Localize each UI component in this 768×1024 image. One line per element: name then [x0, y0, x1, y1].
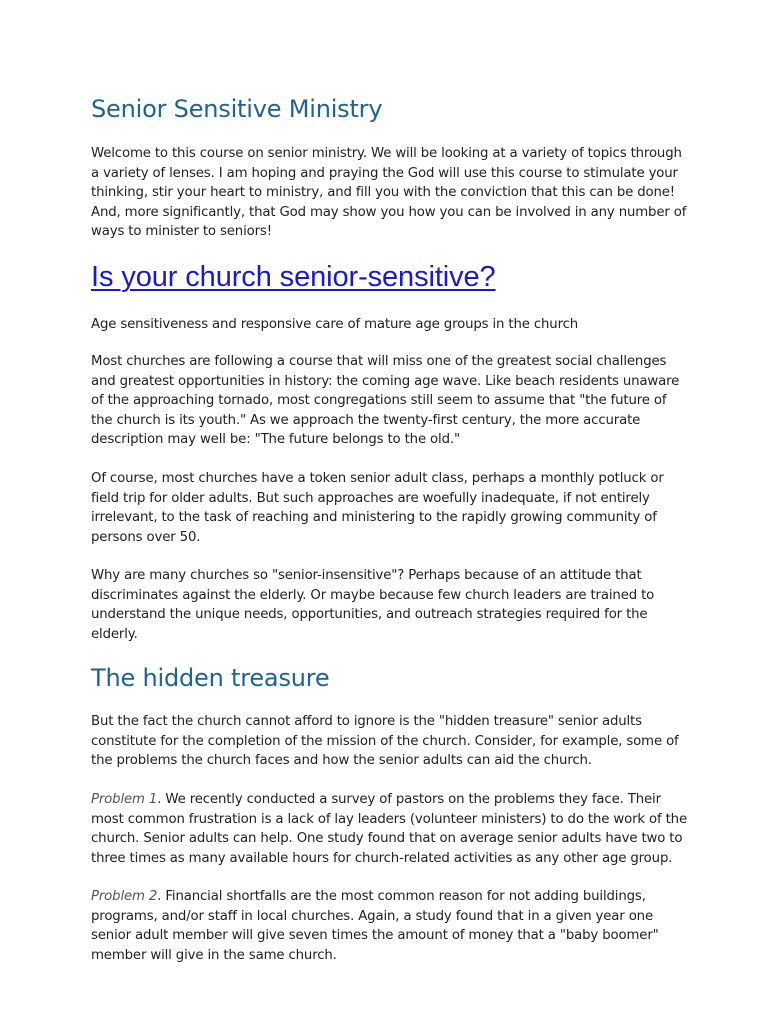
intro-paragraph: Welcome to this course on senior ministry. We will be looking at a variety of topics through a variety of lenses. I am hoping and praying the God will use this course to stimulate your thinking, stir your heart to ministry, and fill you with the conviction that this can be done! And, more significantly, that God may show you how you can be involved in any number of ways to minister to seniors!	[91, 146, 687, 239]
section-heading-link[interactable]: Is your church senior-sensitive?	[91, 261, 496, 293]
section-subtitle: Age sensitiveness and responsive care of mature age groups in the church	[91, 317, 579, 332]
problem-2-label: Problem 2	[91, 889, 158, 904]
paragraph-problem-1	[91, 790, 691, 868]
paragraph-token-class: Of course, most churches have a token senior adult class, perhaps a monthly potluck or field trip for older adults. But such approaches are woefully inadequate, if not entirely irrelevant, to the task of reaching and ministering to the rapidly growing community of persons over 50.	[91, 471, 664, 545]
section-heading-hidden-treasure: The hidden treasure	[91, 664, 330, 692]
paragraph-senior-insensitive: Why are many churches so "senior-insensitive"? Perhaps because of an attitude that discriminates against the elderly. Or maybe because few church leaders are trained to understand the unique needs, opportunities, and outreach strategies required for the elderly.	[91, 568, 655, 642]
problem-1-text: . We recently conducted a survey of pastors on the problems they face. Their most common frustration is a lack of lay leaders (volunteer ministers) to do the work of the church. Senior adults can help. One study found that on average senior adults have two to three times as many available hours for church-related activities as any other age group.	[91, 792, 687, 866]
paragraph-hidden-treasure: But the fact the church cannot afford to ignore is the "hidden treasure" senior adults constitute for the completion of the mission of the church. Consider, for example, some of the problems the church faces and how the senior adults can aid the church.	[91, 714, 679, 768]
problem-1-label: Problem 1	[91, 792, 158, 807]
page-title: Senior Sensitive Ministry	[91, 95, 383, 123]
paragraph-problem-2	[91, 887, 691, 965]
problem-2-text: . Financial shortfalls are the most common reason for not adding buildings, programs, and/or staff in local churches. Again, a study found that in a given year one senior adult member will give seven times the amount of money that a "baby boomer" member will give in the same church.	[91, 889, 659, 963]
paragraph-age-wave: Most churches are following a course that will miss one of the greatest social challenges and greatest opportunities in history: the coming age wave. Like beach residents unaware of the approaching tornado, most congregations still seem to assume that "the future of the church is its youth." As we approach the twenty-first century, the more accurate description may well be: "The future belongs to the old."	[91, 354, 680, 447]
